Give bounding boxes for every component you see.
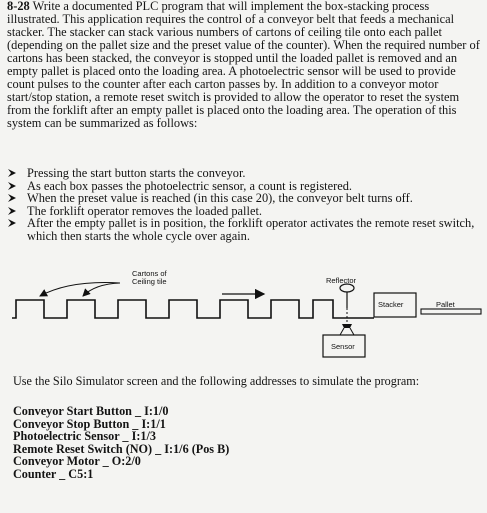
problem-number: 8-28: [7, 0, 30, 13]
address-item: Counter _ C5:1: [13, 466, 94, 481]
address-item: Conveyor Motor _ O:2/0: [13, 454, 141, 469]
step-text: Pressing the start button starts the conveyor.: [27, 166, 246, 180]
step-text: After the empty pallet is in position, the forklift operator activates the remote reset switch, which then starts the whole cycle over again.: [27, 216, 475, 243]
cartons-label: Cartons of Ceiling tile: [132, 269, 167, 286]
arrowhead-bullet-icon: [7, 193, 17, 203]
reflector: [340, 284, 354, 292]
arrowhead-bullet-icon: [7, 218, 17, 228]
step-text: When the preset value is reached (in this case 20), the conveyor belt turns off.: [27, 191, 413, 206]
step-text: As each box passes the photoelectric sensor, a count is registered.: [27, 178, 352, 193]
simulation-instruction: Use the Silo Simulator screen and the following addresses to simulate the program:: [13, 374, 420, 388]
pallet-label: Pallet: [436, 300, 455, 309]
step-item: [7, 217, 477, 242]
sensor-label: Sensor: [331, 342, 355, 351]
operation-steps: [7, 167, 477, 243]
address-item: Remote Reset Switch (NO) _ I:1/6 (Pos B): [13, 441, 230, 456]
photoelectric-sensor: [342, 324, 352, 328]
problem-statement: [7, 0, 483, 130]
arrowhead-bullet-icon: [7, 206, 17, 216]
box-stacking-diagram: [0, 266, 487, 366]
address-item: Conveyor Stop Button _ I:1/1: [13, 416, 166, 431]
stacker-label: Stacker: [378, 300, 404, 309]
arrowhead-bullet-icon: [7, 168, 17, 178]
carton-leader-arrow: [83, 283, 120, 296]
address-item: Conveyor Start Button _ I:1/0: [13, 404, 169, 418]
problem-text: Write a documented PLC program that will implement the box-stacking process illustrated. This application requires the control of a conveyor belt that feeds a mechanical stacker. The stacker can stack various numbers of cartons of ceiling tile onto each pallet (depending on the pallet size and the preset value of the counter). When the required number of cartons has been stacked, the conveyor is stopped until the loaded pallet is removed and an empty pallet is placed onto the loading area. A photoelectric sensor will be used to provide count pulses to the counter after each carton passes by. In addition to a conveyor motor start/stop station, a remote reset switch is provided to allow the operator to reset the system from the forklift after an empty pallet is placed onto the loading area. The operation of this system can be summarized as follows:: [7, 0, 480, 130]
arrowhead-bullet-icon: [7, 181, 17, 191]
conveyor-belt: [12, 300, 374, 318]
reflector-label: Reflector: [326, 276, 357, 285]
conveyor-illustration: [0, 266, 487, 366]
pallet-shape: [421, 309, 481, 314]
address-item: Photoelectric Sensor _ I:1/3: [13, 429, 156, 444]
address-list: [13, 405, 413, 481]
step-text: The forklift operator removes the loaded pallet.: [27, 203, 262, 218]
